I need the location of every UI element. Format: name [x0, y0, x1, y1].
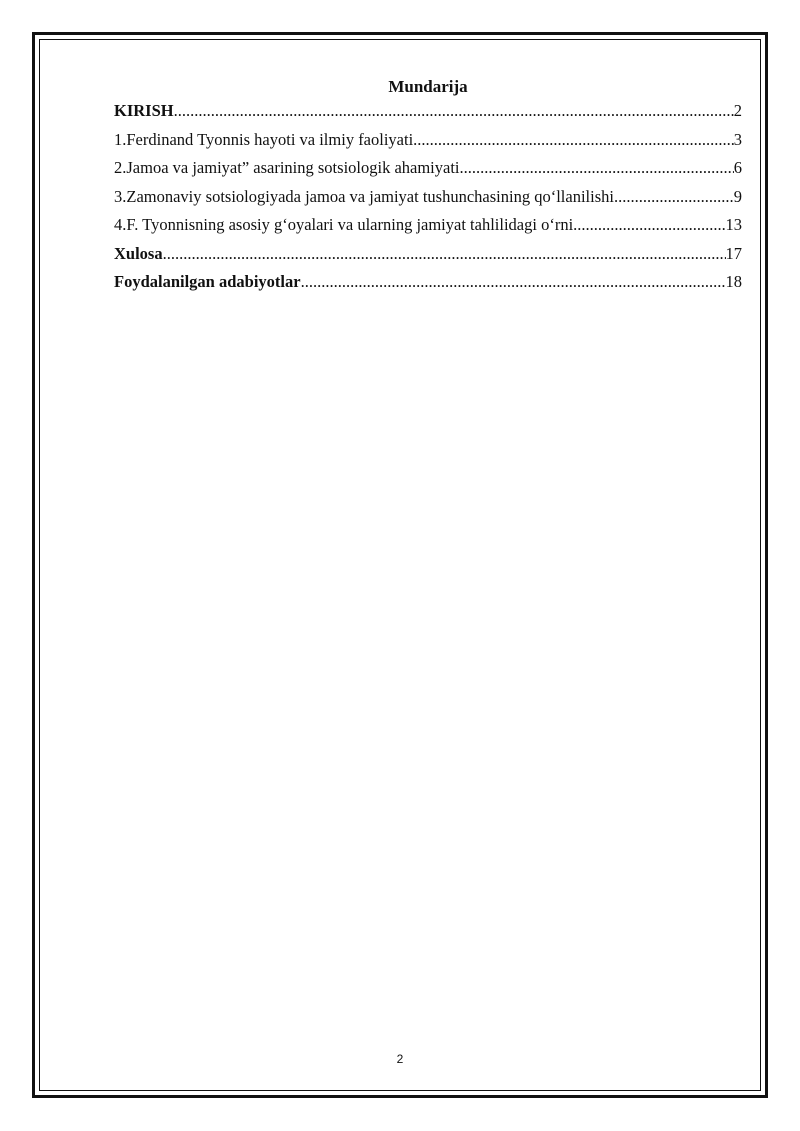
toc-leader-dots [614, 186, 734, 208]
toc-entry-label: KIRISH [114, 101, 174, 120]
toc-leader-dots [413, 129, 734, 151]
toc-entry-page: 9 [733, 186, 742, 206]
toc-entry-label: Xulosa [114, 243, 163, 263]
toc-leader-dots [460, 157, 734, 179]
toc-entry-label: 1.Ferdinand Tyonnis hayoti va ilmiy faoliyati [114, 129, 414, 149]
page-number: 2 [396, 1052, 404, 1066]
toc-entry-chapter-4[interactable] [114, 214, 742, 243]
toc-leader-dots [301, 271, 726, 293]
toc-entry-label: Foydalanilgan adabiyotlar [114, 272, 301, 291]
toc-leader-dots [573, 214, 725, 236]
toc-entry-page: 18 [725, 272, 742, 291]
toc-entry-page: 2 [733, 101, 742, 120]
toc-entry-conclusion[interactable] [114, 243, 742, 272]
table-of-contents [114, 100, 742, 300]
toc-entry-page: 6 [733, 158, 742, 177]
toc-entry-label: 2.Jamoa va jamiyat” asarining sotsiologik ahamiyati [114, 158, 460, 177]
toc-leader-dots [174, 100, 734, 122]
toc-entry-page: 17 [725, 243, 742, 263]
toc-entry-label: 3.Zamonaviy sotsiologiyada jamoa va jamiyat tushunchasining qo‘llanilishi [114, 186, 614, 206]
toc-leader-dots [163, 243, 726, 265]
toc-entry-references[interactable] [114, 271, 742, 300]
toc-entry-chapter-2[interactable] [114, 157, 742, 186]
toc-entry-page: 13 [725, 215, 742, 234]
toc-entry-label: 4.F. Tyonnisning asosiy g‘oyalari va ularning jamiyat tahlilidagi o‘rni [114, 215, 574, 234]
toc-entry-chapter-1[interactable] [114, 129, 742, 158]
toc-entry-chapter-3[interactable] [114, 186, 742, 215]
toc-entry-page: 3 [733, 129, 742, 149]
toc-entry-introduction[interactable] [114, 100, 742, 129]
toc-title: Mundarija [388, 77, 468, 96]
